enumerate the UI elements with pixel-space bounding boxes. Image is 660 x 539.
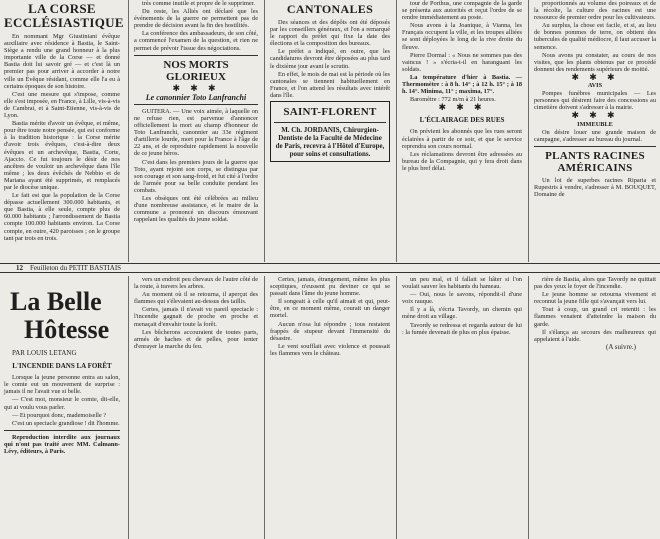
paragraph: Du reste, les Alliés ont déclaré que les événements de la guerre ne permettent pas de prendre de décision avant la fin des hostilités. xyxy=(134,8,258,30)
ad-title: SAINT-FLORENT xyxy=(283,106,377,119)
divider xyxy=(534,146,656,147)
divider xyxy=(134,104,258,105)
paragraph: C'est dans les premiers jours de la guerre que Toto, ayant rejoint son corps, se distingua par son courage et son sang-froid, et fut cité à l'ordre de l'armée pour sa belle conduite pendant les combats. xyxy=(134,158,258,194)
advertisement-box xyxy=(270,101,390,162)
feuilleton-label: Feuilleton du PETIT BASTIAIS xyxy=(30,264,122,272)
notice-title: AVIS xyxy=(587,82,603,90)
paragraph: très comme inutile et propre de le supprimer. xyxy=(142,0,255,7)
paragraph: un peu mal, et il fallait se hâter si l'on voulait sauver les habitants du hameau. xyxy=(402,276,522,291)
paragraph: tour de Porthus, une compagnie de la garde se présenta aux autorités et reçut l'ordre de se rendre immédiatement au poste. xyxy=(402,0,522,22)
paragraph: Tout à coup, un grand cri retentit : les flammes venaient d'atteindre la maison du garde. xyxy=(534,306,656,328)
paragraph: Les bûcherons accouraient de toutes parts, armés de haches et de pelles, pour tenter d'enrayer la marche du feu. xyxy=(134,328,258,350)
column-feuilleton-5 xyxy=(530,276,660,539)
paragraph: Certes, jamais il n'avait vu pareil spectacle : l'incendie gagnait de proche en proche et menaçait d'envahir toute la forêt. xyxy=(134,306,258,328)
column-divider xyxy=(128,276,129,539)
paragraph: rière de Bastia, alors que Tavordy ne quittait pas des yeux le foyer de l'incendie. xyxy=(534,276,656,291)
column-cantonales xyxy=(266,0,394,262)
feuilleton-band xyxy=(0,263,660,273)
paragraph: Le vent soufflait avec violence et poussait les flammes vers le château. xyxy=(270,342,390,357)
paragraph: vers un endroit peu chevaux de l'autre côté de la route, à travers les arbres. xyxy=(134,276,258,291)
paragraph: Tavordy se redressa et regarda autour de lui : la fumée devenait de plus en plus épaisse. xyxy=(402,321,522,336)
paragraph: — C'est moi, monsieur le comte, dit-elle, qui ai voulu vous parler. xyxy=(4,396,120,411)
column-divider xyxy=(128,0,129,262)
paragraph: Au moment où il se retourna, il aperçut des flammes qui s'élevaient au-dessus des taillis. xyxy=(134,291,258,306)
star-ornament: ✱ ✱ ✱ xyxy=(571,110,619,121)
feuilleton-author: PAR LOUIS LETANG xyxy=(12,349,77,357)
star-ornament: ✱ ✱ ✱ xyxy=(438,102,486,113)
paragraph: Le jeune homme se retourna vivement et reconnut la jeune fille qui s'avançait vers lui. xyxy=(534,291,656,306)
notice-title: IMMEUBLE xyxy=(577,120,613,128)
column-divider xyxy=(264,276,265,539)
column-corse-ecclesiastique xyxy=(0,0,124,262)
feuilleton-title-line1: La Belle xyxy=(10,287,102,316)
paragraph: C'est une mesure qui s'impose, comme elle s'est imposée, en France, à Lille, vis-à-vis de Cambrai, et à Saint-Etienne, vis-à-vis de Lyon. xyxy=(4,90,120,120)
star-ornament: ✱ ✱ ✱ xyxy=(571,71,619,82)
paragraph: Les obsèques ont été célébrées au milieu d'une nombreuse assistance, et le maire de la commune a prononcé un discours émouvant rappelant les qualités du jeune soldat. xyxy=(134,194,258,224)
column-divider xyxy=(528,0,529,262)
paragraph: Nous avons à la Joanique, à Vianna, les Français occupent la ville, et les troupes alliées se sont déployées le long de la rive droite du fleuve. xyxy=(402,22,522,51)
paragraph: Des séances et des dépôts ont été déposés par les conseillers généraux, et l'on a remarqué le rapport du préfet qui fixe la date des élections et la composition des bureaux. xyxy=(270,19,390,48)
column-divider xyxy=(396,276,397,539)
paragraph: Il s'élança au secours des malheureux qui appelaient à l'aide. xyxy=(534,328,656,343)
paragraph: En nommant Mgr Giustiniani évêque auxiliaire avec résidence à Bastia, le Saint-Siège a rendu une grand honneur à la plus importante ville de la Corse — et donné Bastia doit lui savoir gré — et c'est là un premier pas pour arriver à accorder à notre ville un Évêque résidant, comme elle l'a eu à certains époques de son histoire. xyxy=(4,33,120,90)
reproduction-notice: Reproduction interdite aux journaux qui n'ont pas traité avec MM. Calmann-Lévy, éditeurs, à Paris. xyxy=(4,433,120,456)
paragraph: GUITERA. — Une voix aimée, à laquelle on ne refuse rien, est parvenue d'annoncer officiellement la mort au champ d'honneur de Toto Lanfranchi, canonnier au 33e régiment d'artillerie lourde, mort pour la France à l'âge de 22 ans, et de reproduire rapidement la nouvelle de ce jeune héros. xyxy=(134,107,258,158)
column-feuilleton-title xyxy=(0,276,124,539)
column-local-news xyxy=(398,0,526,262)
ad-text: Un lot de superbes racines Riparia et Rupestris à vendre, s'adresser à M. BOUQUET, Domaine de xyxy=(534,176,656,198)
feuilleton-number: 12 xyxy=(16,264,23,272)
divider xyxy=(274,122,386,123)
notice-text: Pompes funèbres municipales — Les personnes qui désirent faire des concessions au cimetière doivent s'adresser à la mairie. xyxy=(534,90,656,112)
barometer-report: Baromètre : 772 m/m à 21 heures. xyxy=(410,96,496,104)
article-title: CANTONALES xyxy=(286,2,374,16)
column-feuilleton-2 xyxy=(130,276,262,539)
paragraph: proportionnés au volume des poireaux et de la récolte, la culture des racines est une ressource de premier ordre pour les cultivateurs. xyxy=(534,0,656,22)
star-ornament: ✱ ✱ ✱ xyxy=(172,82,220,93)
divider xyxy=(134,55,258,56)
paragraph: Le préfet a indiqué, en outre, que les candidatures devront être déposées au plus tard le dixième jour avant le scrutin. xyxy=(270,48,390,70)
column-divider xyxy=(528,276,529,539)
chapter-title: L'INCENDIE DANS LA FORÊT xyxy=(12,362,112,371)
column-feuilleton-4 xyxy=(398,276,526,539)
column-nos-morts xyxy=(130,0,262,262)
paragraph: Lorsque la jeune personne entra au salon, le comte eut un mouvement de surprise : jamais il ne l'avait vue si belle. xyxy=(4,374,120,396)
paragraph: Au surplus, la chose est facile, et si, au lieu de bonnes pommes de terre, on obtient des tubercules de qualité médiocre, il faut accuser la semence. xyxy=(534,22,656,51)
article-title: NOS MORTS GLORIEUX xyxy=(163,58,229,83)
column-divider xyxy=(264,0,265,262)
feuilleton-title-line2: Hôtesse xyxy=(24,315,110,344)
paragraph: Le fait est que la population de la Corse dépasse actuellement 300.000 habitants, et que Bastia, à elle seule, compte plus de 60.000 habitants ; l'arrondissement de Bastia compte 100.000 habitants environ. La Corse compte, en outre, 420 paroisses ; on le groupe tant par trois en trois. xyxy=(4,192,120,242)
to-be-continued: (A suivre.) xyxy=(606,342,636,351)
ad-title: PLANTS RACINES AMÉRICAINS xyxy=(545,149,645,174)
paragraph: — Et pourquoi donc, mademoiselle ? xyxy=(12,411,107,419)
paragraph: En effet, le mois de mai est la période où les cantonales se tiennent habituellement en France, et l'on attend les résultats avec intérêt dans l'île. xyxy=(270,70,390,99)
paragraph: Nous avons pu constater, au cours de nos visites, que les plants obtenus par ce procédé donnent des rendements supérieurs de moitié. xyxy=(534,51,656,73)
paragraph: Certes, jamais, étrangement, même les plus sceptiques, n'eussent pu deviner ce qui se passait dans l'âme du jeune homme. xyxy=(270,276,390,298)
article-title: LA CORSE ECCLÉSIASTIQUE xyxy=(4,1,124,30)
article-subtitle: Le canonnier Toto Lanfranchi xyxy=(145,92,247,102)
paragraph: Les réclamations devront être adressées au bureau de la Compagnie, qui y fera droit dans le plus bref délai. xyxy=(402,150,522,172)
paragraph: Il y a là, s'écria Tavordy, un chemin qui mène droit au village. xyxy=(402,306,522,321)
column-divider xyxy=(396,0,397,262)
weather-report: La température d'hier à Bastia. — Thermomètre : à 8 h. 14° ; à 12 h. 15° ; à 18 h. 14°. Minima, 11° ; maxima, 17°. xyxy=(402,73,522,96)
column-feuilleton-3 xyxy=(266,276,394,539)
section-title: L'ÉCLAIRAGE DES RUES xyxy=(419,116,505,125)
paragraph: — Oui, nous le savons, répondit-il d'une voix rauque. xyxy=(402,291,522,306)
paragraph: Il songeait à celle qu'il aimait et qui, peut-être, en ce moment même, courait un danger mortel. xyxy=(270,298,390,320)
paragraph: On prévient les abonnés que les rues seront éclairées à partir de ce soir, et que le service reprendra son cours normal. xyxy=(402,128,522,150)
divider xyxy=(4,430,120,431)
paragraph: Bastia mérite d'avoir un évêque, et même, pour être toute notre pensée, qui est conforme à la tradition historique : la Corse mérite d'avoir trois évêques, c'est-à-dire deux évêques et un archevêque, Bastia, Corte, Ajaccio. Ce fut toujours le désir de nos ancêtres de vouloir un archevêque dans l'île même ; les deux évêchés de Nebbio et de Mariana ayant été supprimés, et remplacés par le diocèse unique. xyxy=(4,120,120,191)
paragraph: Pierre Dormal : « Nous ne sommes pas des vaincus ! » s'écria-t-il en haranguant les soldats. xyxy=(402,51,522,73)
paragraph: C'est un spectacle grandiose ! dit l'homme. xyxy=(12,419,120,427)
ad-text: M. Ch. JORDANIS, Chirurgien-Dentiste de la Faculté de Médecine de Paris, recevra à l'Hôtel d'Europe, pour soins et consultations. xyxy=(275,126,385,159)
notice-text: On désire louer une grande maison de campagne, s'adresser au bureau du journal. xyxy=(534,128,656,143)
paragraph: La conférence des ambassadeurs, de son côté, a commencé l'examen de la question, et rien ne permet de prévoir l'issue des négociations. xyxy=(134,30,258,52)
paragraph: Aucun n'osa lui répondre ; tous restaient frappés de stupeur devant l'immensité du désastre. xyxy=(270,320,390,342)
column-plants xyxy=(530,0,660,262)
